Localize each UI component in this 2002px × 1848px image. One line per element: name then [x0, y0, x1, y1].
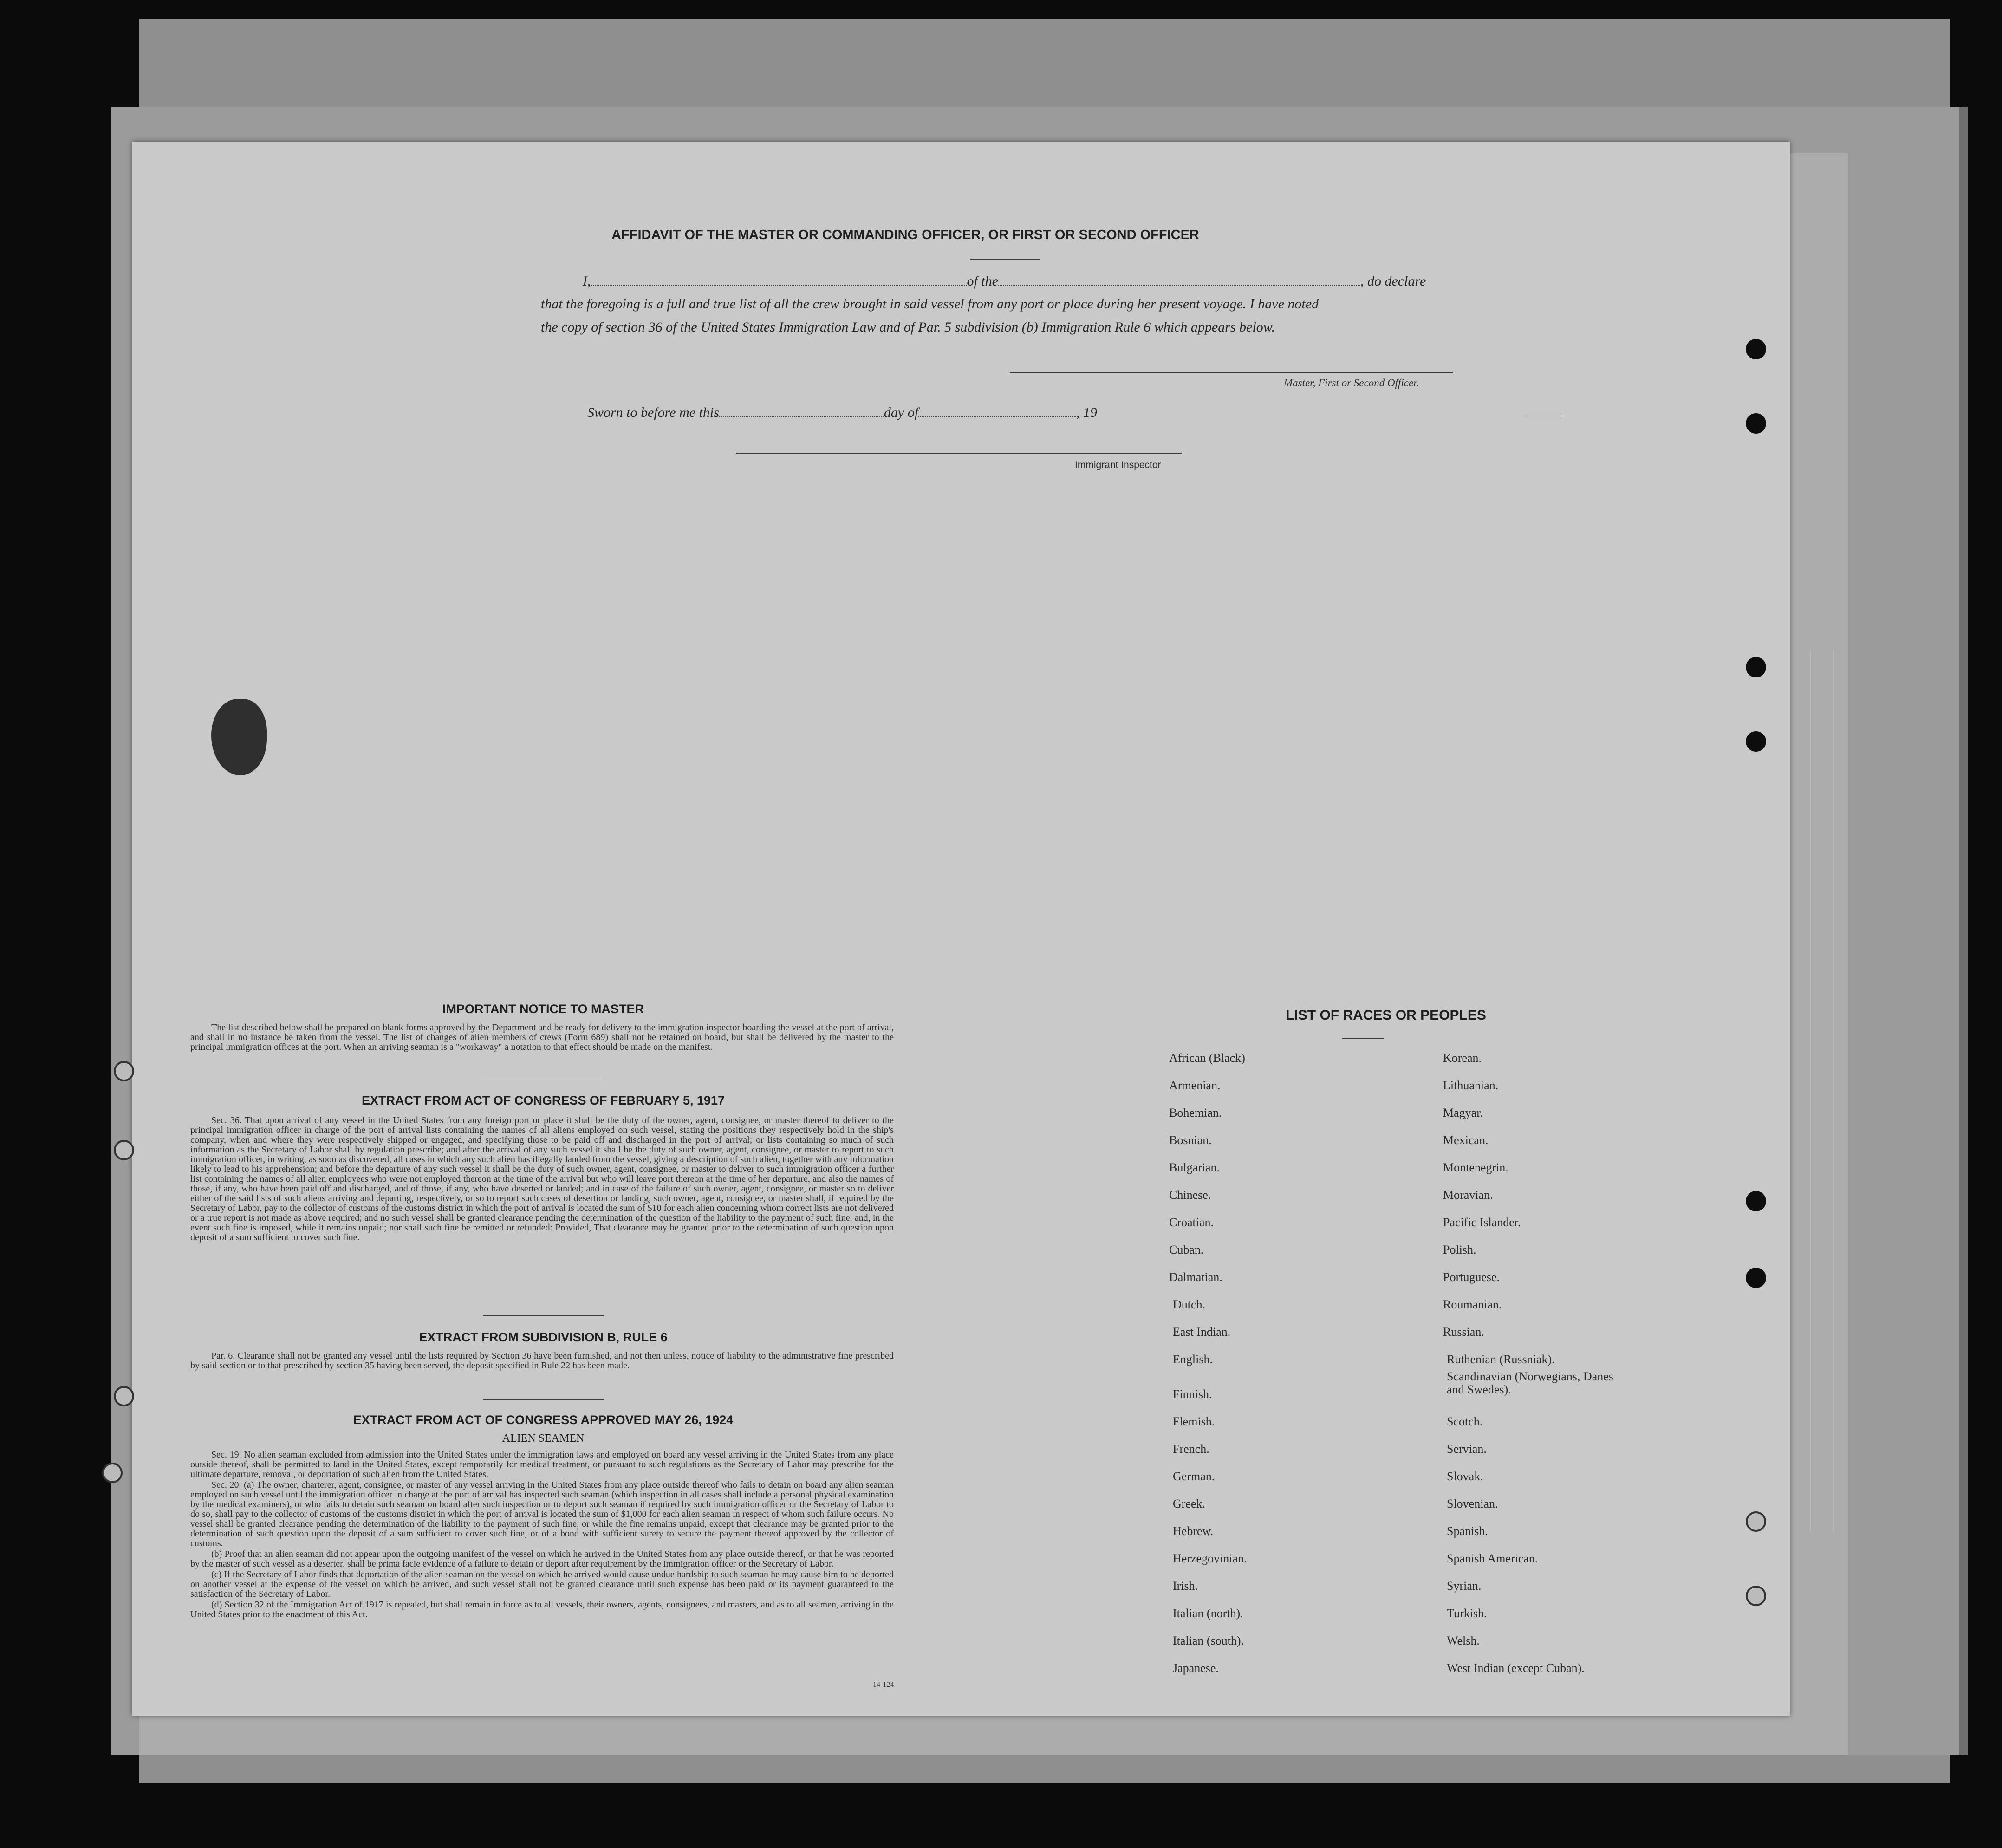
- race-item: Bosnian.: [1169, 1133, 1212, 1147]
- race-item: Scotch.: [1447, 1415, 1483, 1428]
- race-item: Finnish.: [1173, 1387, 1212, 1401]
- race-item: Dalmatian.: [1169, 1270, 1222, 1284]
- punch-hole: [1746, 657, 1766, 677]
- race-item: Dutch.: [1173, 1298, 1206, 1311]
- race-item: Spanish.: [1447, 1524, 1488, 1538]
- punch-hole: [1746, 413, 1766, 434]
- punch-hole: [1746, 1268, 1766, 1288]
- title-divider: [970, 259, 1040, 260]
- race-item: Ruthenian (Russniak).: [1447, 1353, 1555, 1366]
- ink-stain: [211, 699, 267, 775]
- race-item: Pacific Islander.: [1443, 1216, 1521, 1229]
- race-item: German.: [1173, 1470, 1215, 1483]
- races-heading: LIST OF RACES OR PEOPLES: [1286, 1008, 1486, 1023]
- punch-hole: [114, 1386, 134, 1406]
- extract-1924-heading: EXTRACT FROM ACT OF CONGRESS APPROVED MAY 26, 1924: [353, 1413, 734, 1427]
- race-item: Turkish.: [1447, 1607, 1487, 1620]
- race-item: Syrian.: [1447, 1579, 1482, 1593]
- race-item: Herzegovinian.: [1173, 1552, 1247, 1565]
- race-item: Greek.: [1173, 1497, 1206, 1510]
- underlying-ruled-lines: [139, 650, 1857, 1532]
- race-item: Bohemian.: [1169, 1106, 1222, 1119]
- of-the-label: of the: [967, 273, 998, 289]
- race-item: Polish.: [1443, 1243, 1476, 1256]
- races-divider: [1342, 1038, 1384, 1039]
- sec-20b-text: (b) Proof that an alien seaman did not appear upon the outgoing manifest of the vessel on which he arrived in the United States from any place outside thereof, or that he was reported by the master of such vessel as a deserter, shall be prima facie evidence of a failure to detain or deport after requirement by the immigration officer or the Secretary of Labor.: [190, 1549, 894, 1569]
- punch-hole: [1746, 1586, 1766, 1606]
- rule6-divider: [483, 1399, 604, 1400]
- punch-hole: [1746, 1191, 1766, 1211]
- notice-heading: IMPORTANT NOTICE TO MASTER: [442, 1002, 644, 1016]
- i-label: I,: [583, 273, 591, 289]
- declaration-line: [583, 273, 1465, 289]
- rule6-heading: EXTRACT FROM SUBDIVISION B, RULE 6: [419, 1330, 668, 1344]
- vessel-blank[interactable]: [998, 273, 1360, 286]
- race-item: Magyar.: [1443, 1106, 1483, 1119]
- race-item: Flemish.: [1173, 1415, 1215, 1428]
- race-item: Croatian.: [1169, 1216, 1214, 1229]
- race-item: East Indian.: [1173, 1325, 1231, 1339]
- rule6-body: [190, 1351, 894, 1372]
- notice-body: [190, 1023, 894, 1053]
- race-item: Servian.: [1447, 1442, 1487, 1456]
- year-label: , 19: [1076, 405, 1098, 420]
- inspector-label: Immigrant Inspector: [1075, 460, 1161, 470]
- race-item: Irish.: [1173, 1579, 1198, 1593]
- inspector-signature-line[interactable]: [736, 453, 1182, 454]
- race-item: Mexican.: [1443, 1133, 1488, 1147]
- name-blank[interactable]: [591, 273, 967, 286]
- par-6-text: Par. 6. Clearance shall not be granted any vessel until the lists required by Section 36 have been furnished, and not then unless, notice of liability to the administrative fine prescribed by said section or to that prescribed by section 35 having been served, the deposit specified in Rule 22 has been made.: [190, 1351, 894, 1371]
- race-item: Montenegrin.: [1443, 1161, 1508, 1174]
- race-item: African (Black): [1169, 1051, 1245, 1065]
- form-number: 14-124: [873, 1681, 894, 1689]
- master-signature-label: Master, First or Second Officer.: [1284, 377, 1419, 389]
- sec-20c-text: (c) If the Secretary of Labor finds that deportation of the alien seaman on the vessel on which he arrived would cause undue hardship to such seaman he may cause him to be deported on another vessel at the expense of the vessel on which he arrived, and such vessel shall not be granted clearance until such expense has been paid or its payment guaranteed to the satisfaction of the Secretary of Labor.: [190, 1569, 894, 1599]
- race-item: Chinese.: [1169, 1188, 1211, 1202]
- affidavit-title: AFFIDAVIT OF THE MASTER OR COMMANDING OFFICER, OR FIRST OR SECOND OFFICER: [611, 228, 1199, 242]
- punch-hole: [102, 1463, 123, 1483]
- extract-1917-heading: EXTRACT FROM ACT OF CONGRESS OF FEBRUARY 5, 1917: [361, 1093, 725, 1107]
- race-item: West Indian (except Cuban).: [1447, 1661, 1585, 1675]
- race-item: Russian.: [1443, 1325, 1484, 1339]
- sworn-label: Sworn to before me this: [587, 405, 719, 420]
- extract-1917-body: [190, 1116, 894, 1243]
- race-item: Roumanian.: [1443, 1298, 1502, 1311]
- race-item: English.: [1173, 1353, 1213, 1366]
- race-item: Japanese.: [1173, 1661, 1219, 1675]
- race-item: French.: [1173, 1442, 1209, 1456]
- race-item: Italian (south).: [1173, 1634, 1244, 1647]
- race-item: Korean.: [1443, 1051, 1482, 1065]
- sworn-month-blank[interactable]: [918, 404, 1076, 417]
- punch-hole: [114, 1061, 134, 1081]
- race-item: Lithuanian.: [1443, 1079, 1499, 1092]
- race-item: Slovenian.: [1447, 1497, 1498, 1510]
- punch-hole: [114, 1140, 134, 1160]
- master-signature-line[interactable]: [1010, 372, 1453, 373]
- race-item: Welsh.: [1447, 1634, 1480, 1647]
- race-item: Italian (north).: [1173, 1607, 1243, 1620]
- race-item: Armenian.: [1169, 1079, 1221, 1092]
- declaration-text-line-2: that the foregoing is a full and true list of all the crew brought in said vessel from any port or place during her present voyage. I have noted: [541, 296, 1319, 312]
- race-item: Bulgarian.: [1169, 1161, 1220, 1174]
- punch-hole: [1746, 1511, 1766, 1532]
- race-item: Spanish American.: [1447, 1552, 1538, 1565]
- punch-hole: [1746, 731, 1766, 752]
- sworn-line: [587, 404, 1377, 421]
- race-item: Moravian.: [1443, 1188, 1493, 1202]
- alien-seamen-subheading: ALIEN SEAMEN: [502, 1432, 585, 1445]
- notice-text: The list described below shall be prepared on blank forms approved by the Department and be ready for delivery to the immigration inspector boarding the vessel at the port of arrival, and shall in no instance be taken from the vessel. The list of changes of alien members of crews (Form 689) shall not be retained on board, but shall be delivered by the master to the principal immigration offices at the port. When an arriving seaman is a "workaway" a notation to that effect should be made on the manifest.: [190, 1022, 894, 1052]
- extract-1924-body: [190, 1450, 894, 1620]
- race-item: Cuban.: [1169, 1243, 1204, 1256]
- race-item: Slovak.: [1447, 1470, 1483, 1483]
- punch-hole: [1746, 339, 1766, 359]
- extract-1917-divider: [483, 1315, 604, 1316]
- sworn-day-blank[interactable]: [719, 404, 884, 417]
- sec-19-text: Sec. 19. No alien seaman excluded from admission into the United States under the immigration laws and employed on board any vessel arriving in the United States from any place outside thereof, shall be permitted to land in the United States, except temporarily for medical treatment, or pursuant to such regulations as the Secretary of Labor may prescribe for the ultimate departure, removal, or deportation of such alien from the United States.: [190, 1450, 894, 1479]
- sec-20d-text: (d) Section 32 of the Immigration Act of 1917 is repealed, but shall remain in force as to all vessels, their owners, agents, consignees, and masters, and as to all seamen, arriving in the United States prior to the enactment of this Act.: [190, 1600, 894, 1620]
- sec-36-text: Sec. 36. That upon arrival of any vessel in the United States from any foreign port or place it shall be the duty of the owner, agent, consignee, or master thereof to deliver to the principal immigration officer in charge of the port of arrival lists containing the names of all aliens employed on such vessel, stating the positions they respectively hold in the ship's company, when and where they were respectively shipped or engaged, and specifying those to be paid off and discharged in the port of arrival; or lists containing so much of such information as the Secretary of Labor shall by regulation prescribe; and after the arrival of any such vessel it shall be the duty of such owner, agent, consignee, or master to report to such immigration officer, in writing, as soon as discovered, all cases in which any such alien has illegally landed from the vessel, giving a description of such alien, together with any information likely to lead to his apprehension; and before the departure of any such vessel it shall be the duty of such owner, agent, consignee, or master to deliver to such immigration officer a further list containing the names of all alien employees who were not employed thereon at the time of the arrival but who will leave port thereon at the time of her departure, and also the names of those, if any, who have been paid off and discharged, and of those, if any, who have deserted or landed; and in case of the failure of such owner, agent, consignee, or master so to deliver either of the said lists of such aliens arriving and departing, respectively, or so to report such cases of desertion or landing, such owner, agent, consignee, or master shall, if required by the Secretary of Labor, pay to the collector of customs of the customs district in which the port of arrival is located the sum of $10 for each alien concerning whom correct lists are not delivered or a true report is not made as above required; and no such vessel shall be granted clearance pending the determination of the question of the liability to the payment of such fine, and, in the event such fine is imposed, while it remains unpaid; nor shall such fine be remitted or refunded: Provided, That clearance may be granted prior to the determination of such question upon deposit of a sum sufficient to cover such fine.: [190, 1115, 894, 1243]
- race-item: Portuguese.: [1443, 1270, 1500, 1284]
- race-item: Scandinavian (Norwegians, Danes and Swedes).: [1447, 1370, 1613, 1396]
- day-of-label: day of: [884, 405, 919, 420]
- race-item: Hebrew.: [1173, 1524, 1214, 1538]
- declaration-text-line-3: the copy of section 36 of the United States Immigration Law and of Par. 5 subdivision (b) Immigration Rule 6 which appears below.: [541, 319, 1275, 335]
- sec-20a-text: Sec. 20. (a) The owner, charterer, agent, consignee, or master of any vessel arriving in the United States from any place outside thereof who fails to detain on board any alien seaman employed on such vessel until the immigration officer in charge at the port of arrival has inspected such seaman (which inspection in all cases shall include a personal physical examination by the medical examiners), or who fails to detain such seaman on board after such inspection or to deport such seaman if required by such immigration officer or the Secretary of Labor to do so, shall pay to the collector of customs of the customs district in which the port of arrival is located the sum of $1,000 for each alien seaman in respect of whom such failure occurs. No vessel shall be granted clearance pending the determination of the liability to the payment of such fine, or while the fine remains unpaid, except that clearance may be granted prior to the determination of such question upon the deposit of a sum sufficient to cover such fine, or of a bond with sufficient surety to secure the payment thereof approved by the collector of customs.: [190, 1480, 894, 1549]
- do-declare-label: , do declare: [1360, 273, 1426, 289]
